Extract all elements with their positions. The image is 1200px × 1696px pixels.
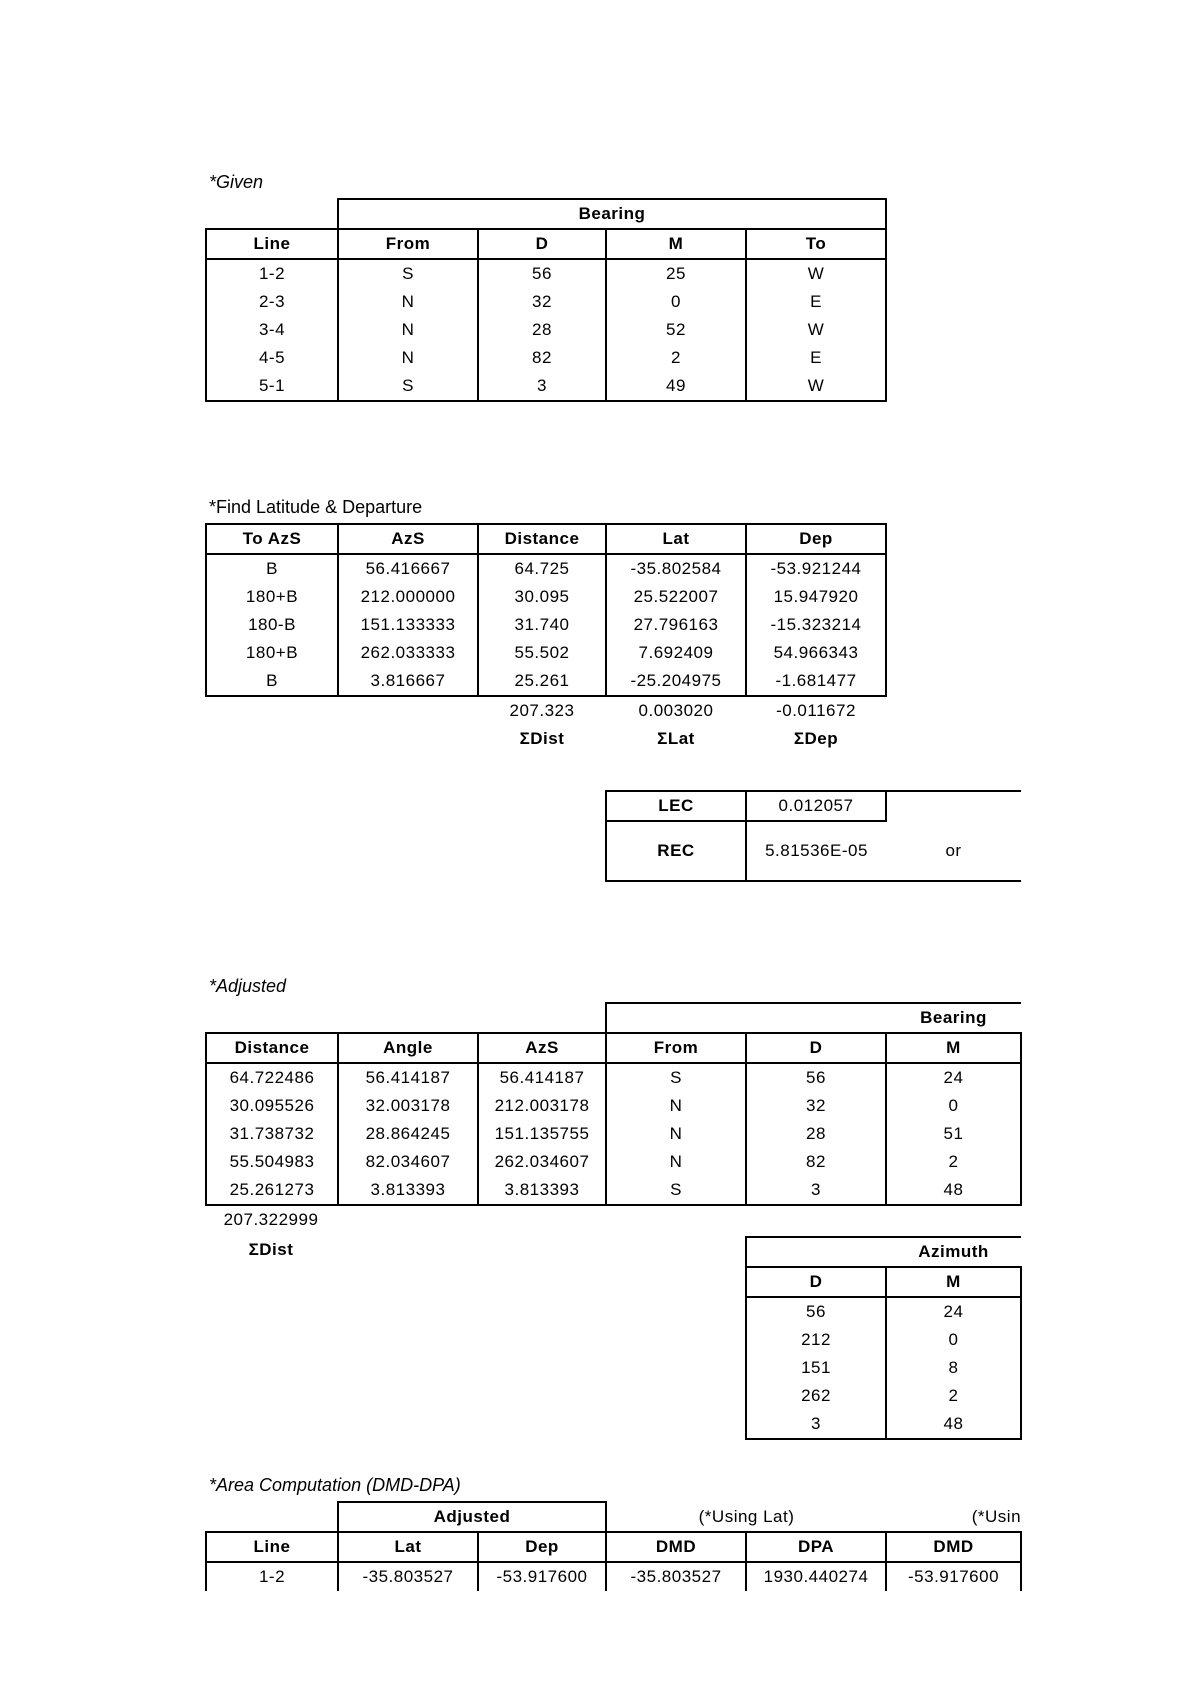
given-blank-cell <box>206 199 338 229</box>
table-row <box>206 1176 1021 1205</box>
rec-row <box>606 821 1021 881</box>
table-cell: 180+B <box>206 583 338 611</box>
table-row <box>206 316 886 344</box>
table-row <box>746 1297 1021 1326</box>
adjusted-col-header: AzS <box>478 1033 606 1063</box>
table-cell: 212.003178 <box>478 1092 606 1120</box>
rec-label: REC <box>606 821 746 881</box>
adjusted-col-header: M <box>886 1033 1021 1063</box>
azimuth-col-header: D <box>746 1267 886 1297</box>
table-cell: -35.803527 <box>338 1562 478 1591</box>
table-cell: -53.917600 <box>478 1562 606 1591</box>
table-cell: 52 <box>606 316 746 344</box>
area-col-header: Lat <box>338 1532 478 1562</box>
table-cell: 56 <box>478 259 606 288</box>
table-cell: 31.738732 <box>206 1120 338 1148</box>
table-row <box>206 372 886 401</box>
latdep-sum-row <box>206 696 886 725</box>
table-cell: 2 <box>886 1382 1021 1410</box>
table-cell: 3 <box>746 1410 886 1439</box>
sum-dep-label: ΣDep <box>793 729 839 748</box>
table-row <box>206 259 886 288</box>
table-cell: 56.414187 <box>478 1063 606 1092</box>
table-cell: 55.502 <box>478 639 606 667</box>
latdep-col-header: AzS <box>338 524 478 554</box>
table-cell: 54.966343 <box>746 639 886 667</box>
table-cell: 56 <box>746 1297 886 1326</box>
table-cell: 3.816667 <box>338 667 478 696</box>
table-cell: 49 <box>606 372 746 401</box>
adjusted-col-header: From <box>606 1033 746 1063</box>
adjusted-title: *Adjusted <box>209 976 287 996</box>
latdep-header-row <box>206 524 886 554</box>
sum-dist-value: 207.323 <box>509 701 575 720</box>
adjusted-col-header: D <box>746 1033 886 1063</box>
table-cell: 151 <box>746 1354 886 1382</box>
table-cell: 0 <box>606 288 746 316</box>
area-col-header: DPA <box>746 1532 886 1562</box>
table-cell: 25.261273 <box>206 1176 338 1205</box>
given-col-header: D <box>478 229 606 259</box>
area-group-using-dep: (*Usin <box>971 1506 1022 1526</box>
adjusted-bearing-header: Bearing <box>886 1003 1021 1033</box>
table-cell: 25.261 <box>478 667 606 696</box>
table-cell: 48 <box>886 1410 1021 1439</box>
table-cell: 30.095526 <box>206 1092 338 1120</box>
sum-dep-value: -0.011672 <box>776 701 856 720</box>
rec-value: 5.81536E-05 <box>746 821 886 881</box>
table-cell: S <box>606 1176 746 1205</box>
latdep-col-header: Lat <box>606 524 746 554</box>
given-bearing-header: Bearing <box>338 199 886 229</box>
table-cell: 64.725 <box>478 554 606 583</box>
table-cell: 262.034607 <box>478 1148 606 1176</box>
lec-label: LEC <box>606 791 746 821</box>
table-cell: N <box>606 1120 746 1148</box>
table-cell: 5-1 <box>206 372 338 401</box>
table-cell: 25 <box>606 259 746 288</box>
table-cell: S <box>606 1063 746 1092</box>
table-row <box>206 344 886 372</box>
given-col-header: To <box>746 229 886 259</box>
table-cell: 48 <box>886 1176 1021 1205</box>
azimuth-header-row <box>746 1267 1021 1297</box>
table-cell: S <box>338 259 478 288</box>
latdep-sum-label-row <box>206 725 886 753</box>
table-cell: 7.692409 <box>606 639 746 667</box>
given-table <box>205 198 887 402</box>
table-cell: N <box>338 316 478 344</box>
latdep-title: *Find Latitude & Departure <box>209 497 423 517</box>
table-cell: 2 <box>886 1148 1021 1176</box>
table-cell: 212.000000 <box>338 583 478 611</box>
table-cell: 1930.440274 <box>746 1562 886 1591</box>
table-cell: N <box>606 1148 746 1176</box>
table-cell: N <box>606 1092 746 1120</box>
adjusted-table <box>205 1002 1022 1206</box>
adjusted-sum-dist-label: ΣDist <box>248 1240 294 1259</box>
sum-lat-value: 0.003020 <box>638 701 714 720</box>
table-cell: 82.034607 <box>338 1148 478 1176</box>
table-cell: 56.416667 <box>338 554 478 583</box>
table-cell: 262.033333 <box>338 639 478 667</box>
table-cell: 25.522007 <box>606 583 746 611</box>
given-title: *Given <box>209 172 264 192</box>
table-row <box>206 288 886 316</box>
table-cell: -53.921244 <box>746 554 886 583</box>
table-cell: 3-4 <box>206 316 338 344</box>
table-row <box>206 1148 1021 1176</box>
table-cell: 32 <box>746 1092 886 1120</box>
azimuth-col-header: M <box>886 1267 1021 1297</box>
sum-dist-label: ΣDist <box>519 729 565 748</box>
table-cell: 1-2 <box>206 1562 338 1591</box>
table-cell: -15.323214 <box>746 611 886 639</box>
table-cell: 3 <box>746 1176 886 1205</box>
area-group-adjusted: Adjusted <box>338 1502 606 1532</box>
table-row <box>206 1092 1021 1120</box>
table-cell: 24 <box>886 1063 1021 1092</box>
given-col-header: From <box>338 229 478 259</box>
table-cell: 56 <box>746 1063 886 1092</box>
adjusted-sum-dist-value: 207.322999 <box>223 1210 319 1229</box>
table-row <box>746 1326 1021 1354</box>
azimuth-table <box>745 1236 1022 1440</box>
area-col-header: Dep <box>478 1532 606 1562</box>
given-header-row <box>206 229 886 259</box>
latdep-table <box>205 523 887 753</box>
table-row <box>206 1063 1021 1092</box>
table-cell: 31.740 <box>478 611 606 639</box>
table-row <box>746 1382 1021 1410</box>
table-cell: -53.917600 <box>886 1562 1021 1591</box>
table-cell: 56.414187 <box>338 1063 478 1092</box>
table-cell: E <box>746 288 886 316</box>
table-cell: B <box>206 554 338 583</box>
table-cell: 51 <box>886 1120 1021 1148</box>
table-row <box>206 583 886 611</box>
area-table <box>205 1501 1022 1591</box>
area-title: *Area Computation (DMD-DPA) <box>209 1475 461 1495</box>
latdep-col-header: To AzS <box>206 524 338 554</box>
table-cell: 0 <box>886 1092 1021 1120</box>
adjusted-header-row <box>206 1033 1021 1063</box>
table-cell: 28.864245 <box>338 1120 478 1148</box>
table-cell: W <box>746 316 886 344</box>
table-cell: 2 <box>606 344 746 372</box>
azimuth-header: Azimuth <box>886 1237 1021 1267</box>
table-cell: 212 <box>746 1326 886 1354</box>
area-group-using-lat: (*Using Lat) <box>698 1506 795 1526</box>
table-cell: W <box>746 372 886 401</box>
area-col-header: DMD <box>606 1532 746 1562</box>
area-col-header: DMD <box>886 1532 1021 1562</box>
table-cell: 15.947920 <box>746 583 886 611</box>
table-cell: 28 <box>478 316 606 344</box>
table-row <box>746 1410 1021 1439</box>
sum-lat-label: ΣLat <box>657 729 695 748</box>
table-cell: 151.133333 <box>338 611 478 639</box>
given-col-header: Line <box>206 229 338 259</box>
table-cell: 28 <box>746 1120 886 1148</box>
lec-row <box>606 791 1021 821</box>
table-cell: 82 <box>478 344 606 372</box>
table-cell: N <box>338 288 478 316</box>
table-cell: -35.803527 <box>606 1562 746 1591</box>
latdep-col-header: Distance <box>478 524 606 554</box>
table-cell: 151.135755 <box>478 1120 606 1148</box>
table-cell: S <box>338 372 478 401</box>
table-row <box>206 639 886 667</box>
table-row <box>746 1354 1021 1382</box>
table-cell: 262 <box>746 1382 886 1410</box>
table-cell: 0 <box>886 1326 1021 1354</box>
given-col-header: M <box>606 229 746 259</box>
table-row <box>206 1562 1021 1591</box>
table-cell: N <box>338 344 478 372</box>
table-cell: 55.504983 <box>206 1148 338 1176</box>
table-row <box>206 554 886 583</box>
table-cell: E <box>746 344 886 372</box>
adjusted-col-header: Distance <box>206 1033 338 1063</box>
table-row <box>206 667 886 696</box>
table-cell: 32 <box>478 288 606 316</box>
table-cell: 64.722486 <box>206 1063 338 1092</box>
rec-or: or <box>886 821 1021 881</box>
table-cell: 24 <box>886 1297 1021 1326</box>
table-row <box>206 611 886 639</box>
table-cell: 8 <box>886 1354 1021 1382</box>
table-cell: 30.095 <box>478 583 606 611</box>
lec-rec-table <box>605 790 1021 882</box>
table-cell: 27.796163 <box>606 611 746 639</box>
table-cell: -35.802584 <box>606 554 746 583</box>
table-cell: 3.813393 <box>338 1176 478 1205</box>
table-cell: 82 <box>746 1148 886 1176</box>
table-cell: W <box>746 259 886 288</box>
area-header-row <box>206 1532 1021 1562</box>
table-cell: 1-2 <box>206 259 338 288</box>
table-cell: 32.003178 <box>338 1092 478 1120</box>
area-col-header: Line <box>206 1532 338 1562</box>
table-row <box>206 1120 1021 1148</box>
table-cell: 4-5 <box>206 344 338 372</box>
table-cell: 3 <box>478 372 606 401</box>
table-cell: B <box>206 667 338 696</box>
adjusted-col-header: Angle <box>338 1033 478 1063</box>
table-cell: -1.681477 <box>746 667 886 696</box>
table-cell: -25.204975 <box>606 667 746 696</box>
table-cell: 3.813393 <box>478 1176 606 1205</box>
lec-value: 0.012057 <box>746 791 886 821</box>
table-cell: 2-3 <box>206 288 338 316</box>
latdep-col-header: Dep <box>746 524 886 554</box>
table-cell: 180+B <box>206 639 338 667</box>
table-cell: 180-B <box>206 611 338 639</box>
